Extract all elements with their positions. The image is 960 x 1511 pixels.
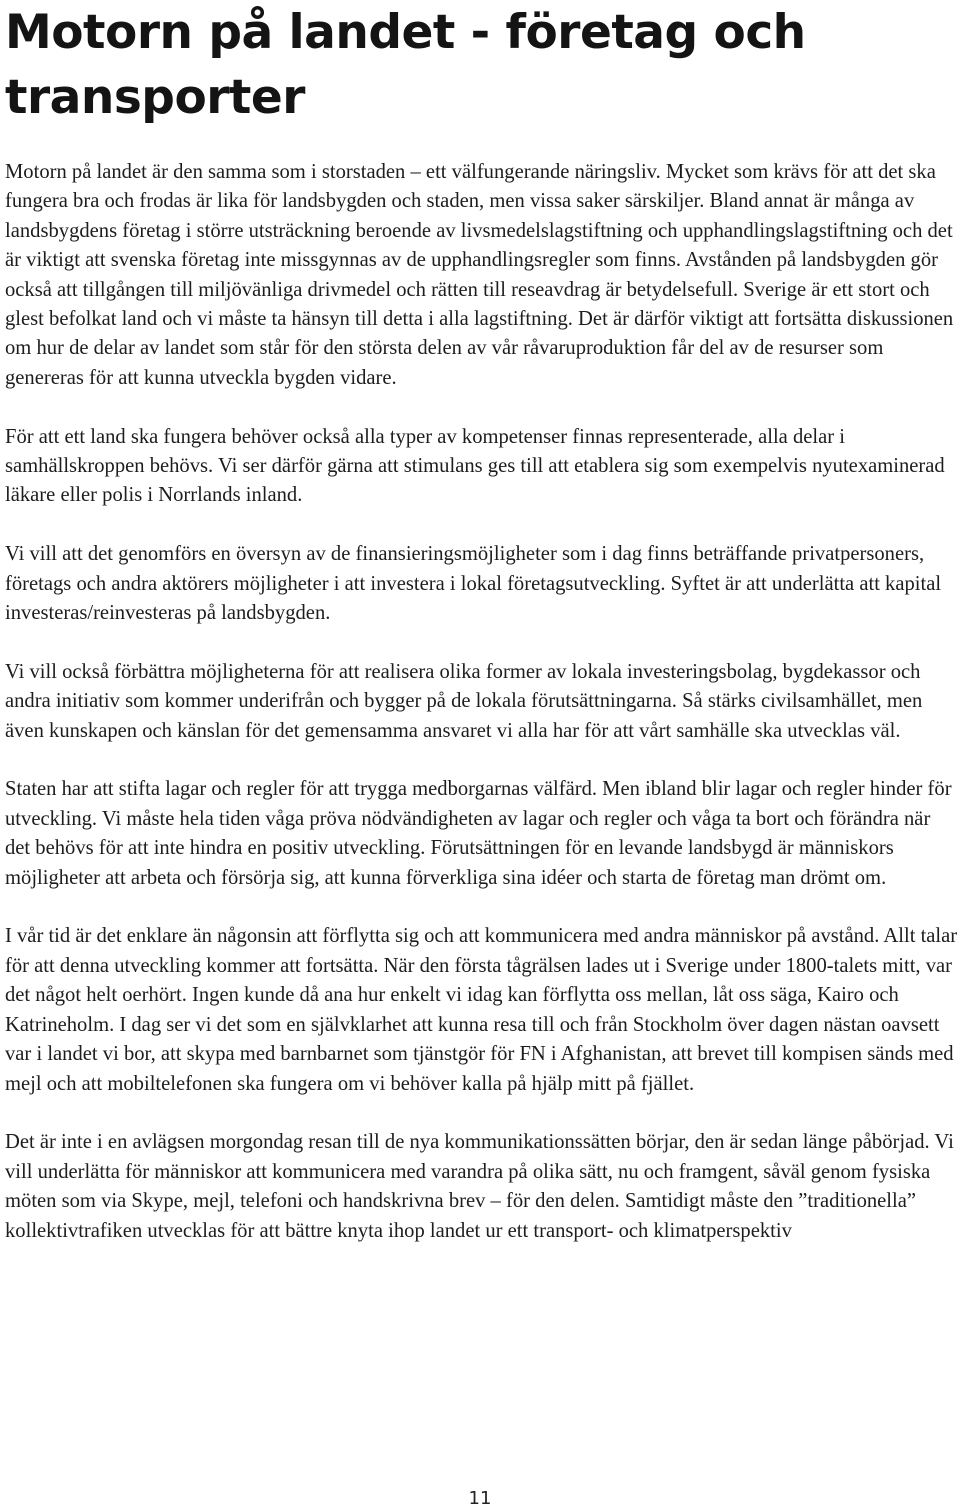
paragraph-4: Vi vill också förbättra möjligheterna för att realisera olika former av lokala investeringsbolag, bygdekassor och andra initiativ som kommer underifrån och bygger på de lokala förutsättningarna. Så stärks civilsamhället, men även kunskapen och känslan för det gemensamma ansvaret vi alla har för att vårt samhälle ska utvecklas väl.	[5, 660, 923, 742]
paragraph-2: För att ett land ska fungera behöver också alla typer av kompetenser finnas representerade, alla delar i samhällskroppen behövs. Vi ser därför gärna att stimulans ges till att etablera sig som exempelvis nyutexaminerad läkare eller polis i Norrlands inland.	[5, 425, 945, 507]
paragraph-5: Staten har att stifta lagar och regler för att trygga medborgarnas välfärd. Men ibland blir lagar och regler hinder för utveckling. Vi måste hela tiden våga pröva nödvändigheten av lagar och regler och våga ta bort och förändra när det behövs för att inte hindra en positiv utveckling. Förutsättningen för en levande landsbygd är människors möjligheter att arbeta och försörja sig, att kunna förverkliga sina idéer och starta de företag man drömt om.	[5, 778, 952, 889]
page-number: 11	[468, 1488, 492, 1509]
document-body	[5, 158, 960, 1275]
paragraph-3: Vi vill att det genomförs en översyn av de finansieringsmöjligheter som i dag finns beträffande privatpersoners, företags och andra aktörers möjligheter i att investera i lokal företagsutveckling. Syftet är att underlätta att kapital investeras/reinvesteras på landsbygden.	[5, 543, 942, 625]
paragraph-7: Det är inte i en avlägsen morgondag resan till de nya kommunikationssätten börjar, den är sedan länge påbörjad. Vi vill underlätta för människor att kommunicera med varandra på olika sätt, nu och framgent, såväl genom fysiska möten som via Skype, mejl, telefoni och handskrivna brev – för den delen. Samtidigt måste den ”traditionella” kollektivtrafiken utvecklas för att bättre knyta ihop landet ur ett transport- och klimatperspektiv	[5, 1131, 954, 1242]
paragraph-1: Motorn på landet är den samma som i storstaden – ett välfungerande näringsliv. Mycket som krävs för att det ska fungera bra och frodas är lika för landsbygden och staden, men vissa saker särskiljer. Bland annat är många av landsbygdens företag i större utsträckning beroende av livsmedelslagstiftning och upphandlingslagstiftning och det är viktigt att svenska företag inte missgynnas av de upphandlingsregler som finns. Avstånden på landsbygden gör också att tillgången till miljövänliga drivmedel och rätten till reseavdrag är betydelsefull. Sverige är ett stort och glest befolkat land och vi måste ta hänsyn till detta i alla lagstiftning. Det är därför viktigt att fortsätta diskussionen om hur de delar av landet som står för den största delen av vår råvaruproduktion får del av de resurser som genereras för att kunna utveckla bygden vidare.	[5, 161, 954, 389]
paragraph-6: I vår tid är det enklare än någonsin att förflytta sig och att kommunicera med andra människor på avstånd. Allt talar för att denna utveckling kommer att fortsätta. När den första tågrälsen lades ut i Sverige under 1800-talets mitt, var det något helt oerhört. Ingen kunde då ana hur enkelt vi idag kan förflytta oss mellan, låt oss säga, Kairo och Katrineholm. I dag ser vi det som en självklarhet att kunna resa till och från Stockholm över dagen nästan oavsett var i landet vi bor, att skypa med barnbarnet som tjänstgör för FN i Afghanistan, att brevet till kompisen sänds med mejl och att mobiltelefonen ska fungera om vi behöver kalla på hjälp mitt på fjället.	[5, 925, 958, 1095]
page-title: Motorn på landet - företag och transporter	[5, 5, 806, 125]
